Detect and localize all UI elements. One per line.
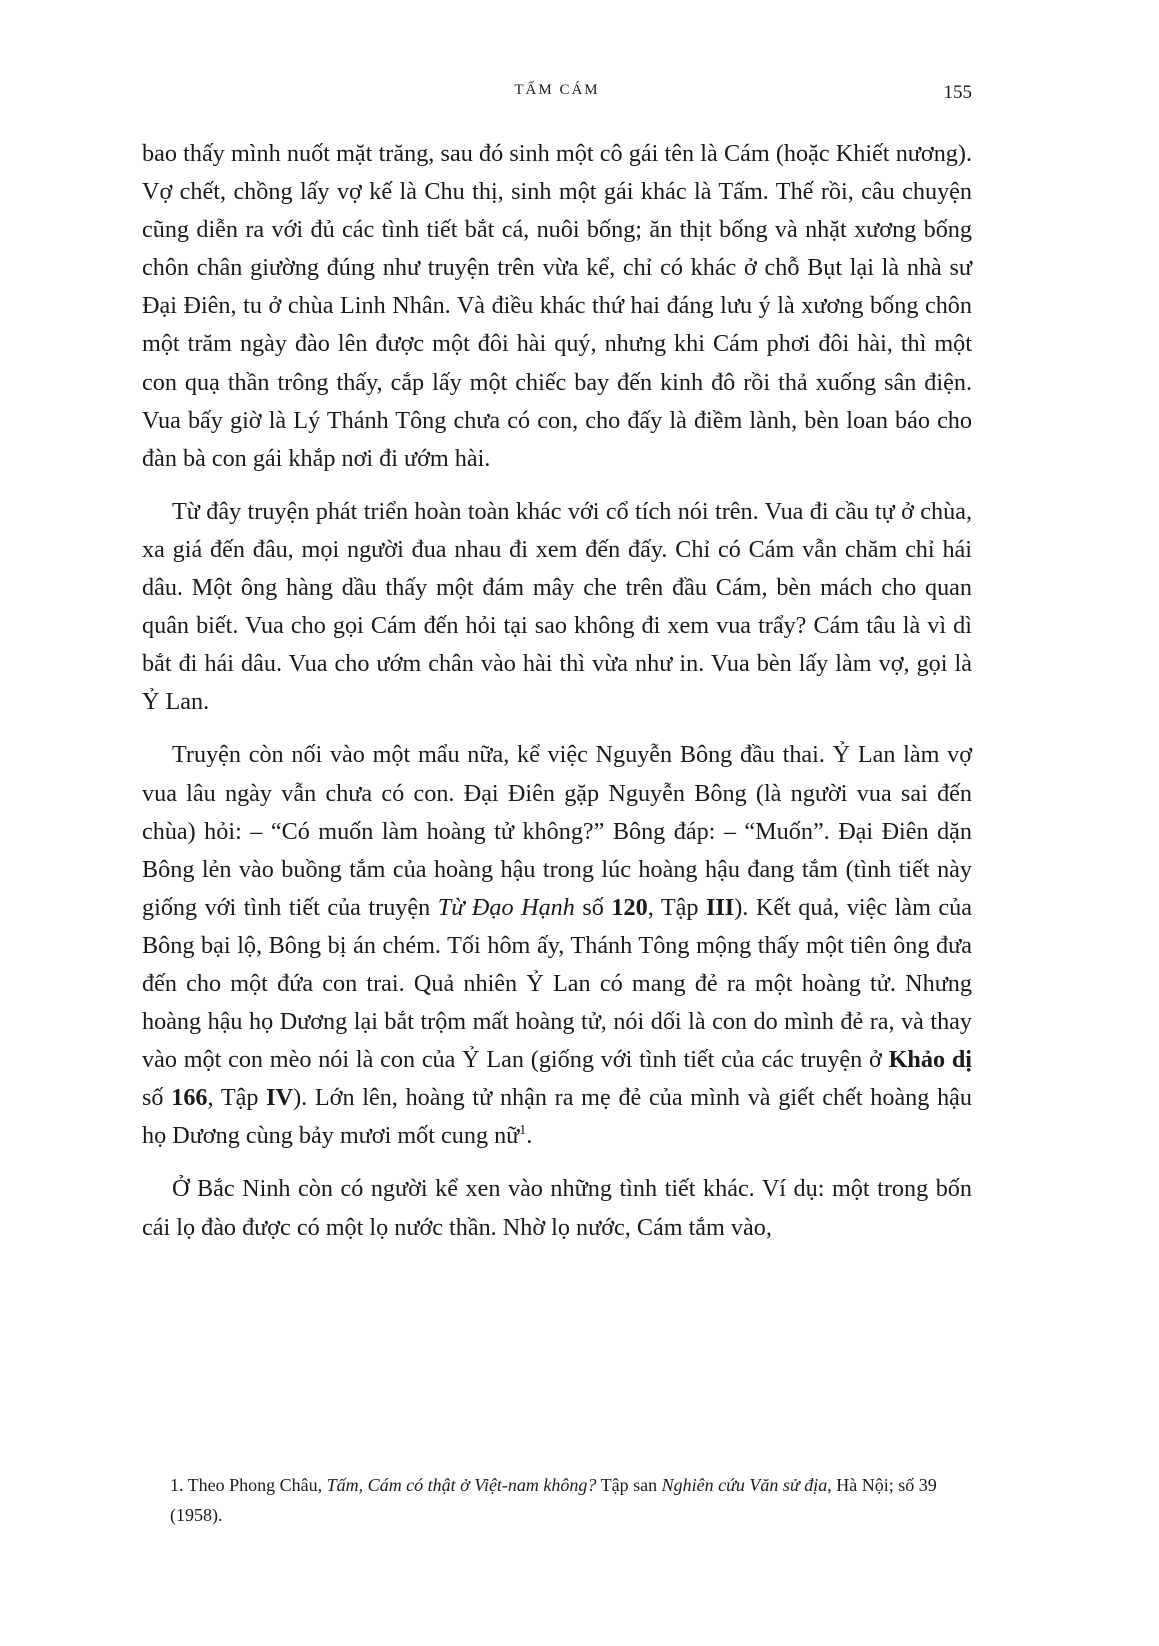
italic-text: Tấm, Cám có thật ở Việt-nam không? <box>326 1475 597 1495</box>
text-run: ). Lớn lên, hoàng tử nhận ra mẹ đẻ của mình và giết chết hoàng hậu họ Dương cùng bảy mươi mốt cung nữ <box>142 1084 973 1150</box>
text-run: số <box>574 893 612 921</box>
text-run: Từ đây truyện phát triển hoàn toàn khác với cổ tích nói trên. Vua đi cầu tự ở chùa, xa giá đến đâu, mọi người đua nhau đi xem đến đấy. Chỉ có Cám vẫn chăm chỉ hái dâu. Một ông hàng dầu thấy một đám mây che trên đầu Cám, bèn mách cho quan quân biết. Vua cho gọi Cám đến hỏi tại sao không đi xem vua trẩy? Cám tâu là vì dì bắt đi hái dâu. Vua cho ướm chân vào hài thì vừa như in. Vua bèn lấy làm vợ, gọi là Ỷ Lan. <box>142 497 972 716</box>
italic-text: Từ Đạo Hạnh <box>437 893 575 921</box>
text-run: . <box>526 1122 533 1150</box>
text-run: Ở Bắc Ninh còn có người kể xen vào những tình tiết khác. Ví dụ: một trong bốn cái lọ đào được có một lọ nước thần. Nhờ lọ nước, Cám tắm vào, <box>142 1175 972 1241</box>
bold-text: Khảo dị <box>888 1046 972 1074</box>
text-run: , Hà Nội; số 39 (1958). <box>170 1475 937 1525</box>
bold-text: 120 <box>611 893 648 921</box>
bold-text: III <box>705 893 735 921</box>
body-text <box>142 135 972 1262</box>
italic-text: Nghiên cứu Văn sử địa <box>661 1475 828 1495</box>
footnote-marker: 1 <box>519 1123 527 1139</box>
text-run: ). Kết quả, việc làm của Bông bại lộ, Bông bị án chém. Tối hôm ấy, Thánh Tông mộng thấy một tiên ông đưa đến cho một đứa con trai. Quả nhiên Ỷ Lan có mang đẻ ra một hoàng tử. Nhưng hoàng hậu họ Dương lại bắt trộm mất hoàng tử, nói dối là con do mình đẻ ra, và thay vào một con mèo nói là con của Ỷ Lan (giống với tình tiết của các truyện ở <box>142 893 972 1074</box>
running-title: TẤM CÁM <box>514 82 600 98</box>
running-header <box>142 82 972 106</box>
footnote-1 <box>170 1470 972 1530</box>
paragraph-3 <box>142 736 972 1155</box>
text-run: bao thấy mình nuốt mặt trăng, sau đó sinh một cô gái tên là Cám (hoặc Khiết nương). Vợ chết, chồng lấy vợ kế là Chu thị, sinh một gái khác là Tấm. Thế rồi, câu chuyện cũng diễn ra với đủ các tình tiết bắt cá, nuôi bống; ăn thịt bống và nhặt xương bống chôn chân giường đúng như truyện trên vừa kể, chỉ có khác ở chỗ Bụt lại là nhà sư Đại Điên, tu ở chùa Linh Nhân. Và điều khác thứ hai đáng lưu ý là xương bống chôn một trăm ngày đào lên được một đôi hài quý, nhưng khi Cám phơi đôi hài, thì một con quạ thần trông thấy, cắp lấy một chiếc bay đến kinh đô rồi thả xuống sân điện. Vua bấy giờ là Lý Thánh Tông chưa có con, cho đấy là điềm lành, bèn loan báo cho đàn bà con gái khắp nơi đi ướm hài. <box>142 140 972 472</box>
paragraph-1 <box>142 135 972 478</box>
text-run: Truyện còn nối vào một mẩu nữa, kể việc Nguyễn Bông đầu thai. Ỷ Lan làm vợ vua lâu ngày vẫn chưa có con. Đại Điên gặp Nguyễn Bông (là người vua sai đến chùa) hỏi: – “Có muốn làm hoàng tử không?” Bông đáp: – “Muốn”. Đại Điên dặn Bông lẻn vào buồng tắm của hoàng hậu trong lúc hoàng hậu đang tắm (tình tiết này giống với tình tiết của truyện <box>142 741 972 921</box>
text-run: Tập san <box>596 1475 662 1495</box>
footnotes <box>170 1470 972 1530</box>
text-run: , Tập <box>207 1084 267 1112</box>
bold-text: IV <box>266 1084 294 1112</box>
bold-text: 166 <box>171 1084 208 1112</box>
text-run: 1. Theo Phong Châu, <box>170 1475 327 1495</box>
paragraph-4 <box>142 1170 972 1246</box>
text-run: số <box>142 1084 172 1112</box>
text-run: , Tập <box>647 893 706 921</box>
paragraph-2 <box>142 493 972 722</box>
page-number: 155 <box>943 82 972 103</box>
